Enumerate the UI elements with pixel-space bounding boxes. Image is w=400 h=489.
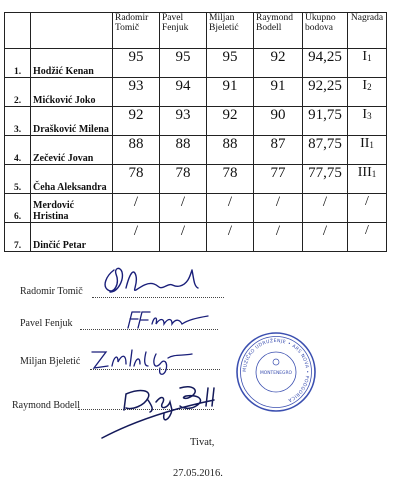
score-judge-4: 90	[254, 107, 303, 136]
table-row	[5, 136, 387, 165]
award-value: III	[357, 165, 372, 180]
score-judge-2: 93	[160, 107, 207, 136]
score-judge-1: 78	[113, 165, 160, 194]
table-row	[5, 165, 387, 194]
contestant-name: Merdović Hristina	[31, 194, 113, 223]
table-row	[5, 194, 387, 223]
score-judge-2: 94	[160, 78, 207, 107]
row-number: 6.	[5, 194, 31, 223]
score-judge-2: 95	[160, 49, 207, 78]
score-judge-4: /	[254, 223, 303, 252]
total-points: /	[303, 223, 348, 252]
stamp-center-text: MONTENEGRO	[260, 371, 292, 376]
header-row	[5, 13, 387, 49]
signature-label-bodell: Raymond Bodell	[12, 400, 81, 411]
table-row	[5, 223, 387, 252]
award	[348, 49, 387, 78]
score-judge-2: /	[160, 223, 207, 252]
header-num	[5, 13, 31, 49]
row-number: 1.	[5, 49, 31, 78]
signature-fenjuk	[124, 306, 214, 332]
award-value: /	[365, 194, 369, 209]
score-judge-2: 88	[160, 136, 207, 165]
footer-date: 27.05.2016.	[173, 468, 223, 479]
score-judge-4: 77	[254, 165, 303, 194]
total-points: 77,75	[303, 165, 348, 194]
award-value: I	[362, 78, 368, 93]
award-subscript: 3	[367, 111, 372, 121]
award-value: I	[362, 49, 368, 64]
row-number: 7.	[5, 223, 31, 252]
award	[348, 165, 387, 194]
header-name	[31, 13, 113, 49]
header-award: Nagrada	[348, 13, 387, 49]
official-stamp	[234, 330, 318, 414]
award-subscript: 1	[367, 53, 372, 63]
score-judge-1: /	[113, 223, 160, 252]
contestant-name: Mićković Joko	[31, 78, 113, 107]
award	[348, 78, 387, 107]
award	[348, 136, 387, 165]
score-judge-2: /	[160, 194, 207, 223]
contestant-name: Hodžić Kenan	[31, 49, 113, 78]
total-points: 87,75	[303, 136, 348, 165]
contestant-name: Čeha Aleksandra	[31, 165, 113, 194]
total-points: /	[303, 194, 348, 223]
header-judge-2: Pavel Fenjuk	[160, 13, 207, 49]
total-points: 92,25	[303, 78, 348, 107]
score-judge-3: /	[207, 223, 254, 252]
table-row	[5, 49, 387, 78]
stamp-ring-text: MUZIČKO UDRUŽENJE • ARS NOVA • PODGORICA	[242, 338, 310, 403]
row-number: 4.	[5, 136, 31, 165]
score-judge-1: 95	[113, 49, 160, 78]
header-judge-4: Raymond Bodell	[254, 13, 303, 49]
signature-label-tomic: Radomir Tomič	[20, 286, 83, 297]
score-judge-1: 92	[113, 107, 160, 136]
row-number: 3.	[5, 107, 31, 136]
award-value: I	[362, 107, 368, 122]
score-judge-4: 91	[254, 78, 303, 107]
score-judge-1: 93	[113, 78, 160, 107]
signature-bjeletic	[88, 344, 198, 378]
score-judge-3: 92	[207, 107, 254, 136]
row-number: 2.	[5, 78, 31, 107]
footer-place: Tivat,	[190, 437, 215, 448]
contestant-name: Zečević Jovan	[31, 136, 113, 165]
score-judge-3: 88	[207, 136, 254, 165]
score-judge-4: /	[254, 194, 303, 223]
award-value: II	[360, 136, 370, 151]
contestant-name: Dinčić Petar	[31, 223, 113, 252]
score-judge-1: /	[113, 194, 160, 223]
award-subscript: 1	[371, 169, 377, 179]
signature-label-fenjuk: Pavel Fenjuk	[20, 318, 73, 329]
award-subscript: 2	[367, 82, 372, 92]
score-judge-3: 78	[207, 165, 254, 194]
score-judge-3: 95	[207, 49, 254, 78]
score-judge-4: 92	[254, 49, 303, 78]
total-points: 91,75	[303, 107, 348, 136]
signature-bodell	[96, 380, 236, 446]
total-points: 94,25	[303, 49, 348, 78]
award-subscript: 1	[369, 140, 374, 150]
header-judge-1: Radomir Tomič	[113, 13, 160, 49]
signature-label-bjeletic: Miljan Bjeletić	[20, 356, 81, 367]
row-number: 5.	[5, 165, 31, 194]
contestant-name: Drašković Milena	[31, 107, 113, 136]
award-value: /	[365, 223, 369, 238]
header-judge-3: Miljan Bjeletić	[207, 13, 254, 49]
signature-tomic	[96, 262, 216, 298]
score-judge-3: /	[207, 194, 254, 223]
score-judge-1: 88	[113, 136, 160, 165]
results-table	[4, 12, 387, 252]
score-judge-2: 78	[160, 165, 207, 194]
table-row	[5, 78, 387, 107]
score-judge-4: 87	[254, 136, 303, 165]
score-judge-3: 91	[207, 78, 254, 107]
header-total: Ukupno bodova	[303, 13, 348, 49]
award	[348, 107, 387, 136]
table-row	[5, 107, 387, 136]
award	[348, 223, 387, 252]
award	[348, 194, 387, 223]
